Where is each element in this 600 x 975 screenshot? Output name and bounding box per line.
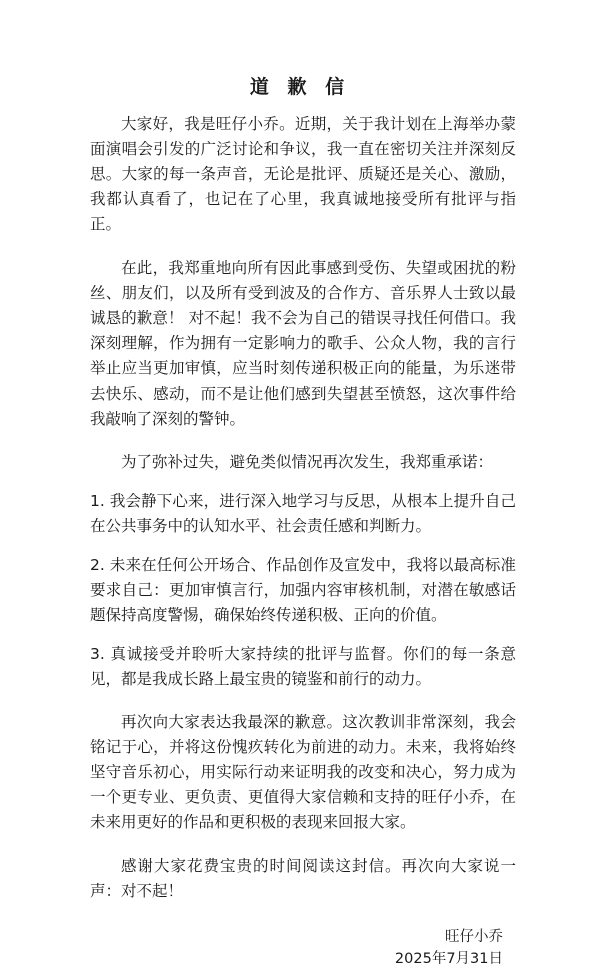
paragraph-commitment-intro: 为了弥补过失，避免类似情况再次发生，我郑重承诺：	[121, 453, 494, 471]
paragraph-thanks: 感谢大家花费宝贵的时间阅读这封信。再次向大家说一声：对不起！	[90, 857, 516, 901]
paragraph-closing: 再次向大家表达我最深的歉意。这次教训非常深刻，我会铭记于心，并将这份愧疚转化为前进的动力。未来，我将始终坚守音乐初心，用实际行动来证明我的改变和决心，努力成为一个更专业、更负责、更值得大家信赖和支持的旺仔小乔，在未来用更好的作品和更积极的表现来回报大家。	[90, 713, 516, 832]
letter-title: 道 歉 信	[249, 76, 351, 98]
paragraph-greeting: 大家好，我是旺仔小乔。近期，关于我计划在上海举办蒙面演唱会引发的广泛讨论和争议，我一直在密切关注并深刻反思。大家的每一条声音，无论是批评、质疑还是关心、激励，我都认真看了，也记在了心里，我真诚地接受所有批评与指正。	[90, 115, 516, 234]
commitment-item-1: 1. 我会静下心来，进行深入地学习与反思，从根本上提升自己在公共事务中的认知水平、社会责任感和判断力。	[90, 492, 516, 536]
signature-date: 2025年7月31日	[394, 951, 503, 967]
paragraph-apology: 在此，我郑重地向所有因此事感到受伤、失望或困扰的粉丝、朋友们，以及所有受到波及的合作方、音乐界人士致以最诚恳的歉意！ 对不起！我不会为自己的错误寻找任何借口。我深刻理解，作为拥有一定影响力的歌手、公众人物，我的言行举止应当更加审慎，应当时刻传递积极正向的能量，为乐迷带去快乐、感动，而不是让他们感到失望甚至愤怒，这次事件给我敲响了深刻的警钟。	[90, 259, 516, 428]
commitment-item-2: 2. 未来在任何公开场合、作品创作及宣发中，我将以最高标准要求自己：更加审慎言行，加强内容审核机制，对潜在敏感话题保持高度警惕，确保始终传递积极、正向的价值。	[90, 556, 516, 625]
signature-name: 旺仔小乔	[445, 929, 503, 945]
commitment-item-3: 3. 真诚接受并聆听大家持续的批评与监督。你们的每一条意见，都是我成长路上最宝贵的镜鉴和前行的动力。	[90, 645, 516, 689]
